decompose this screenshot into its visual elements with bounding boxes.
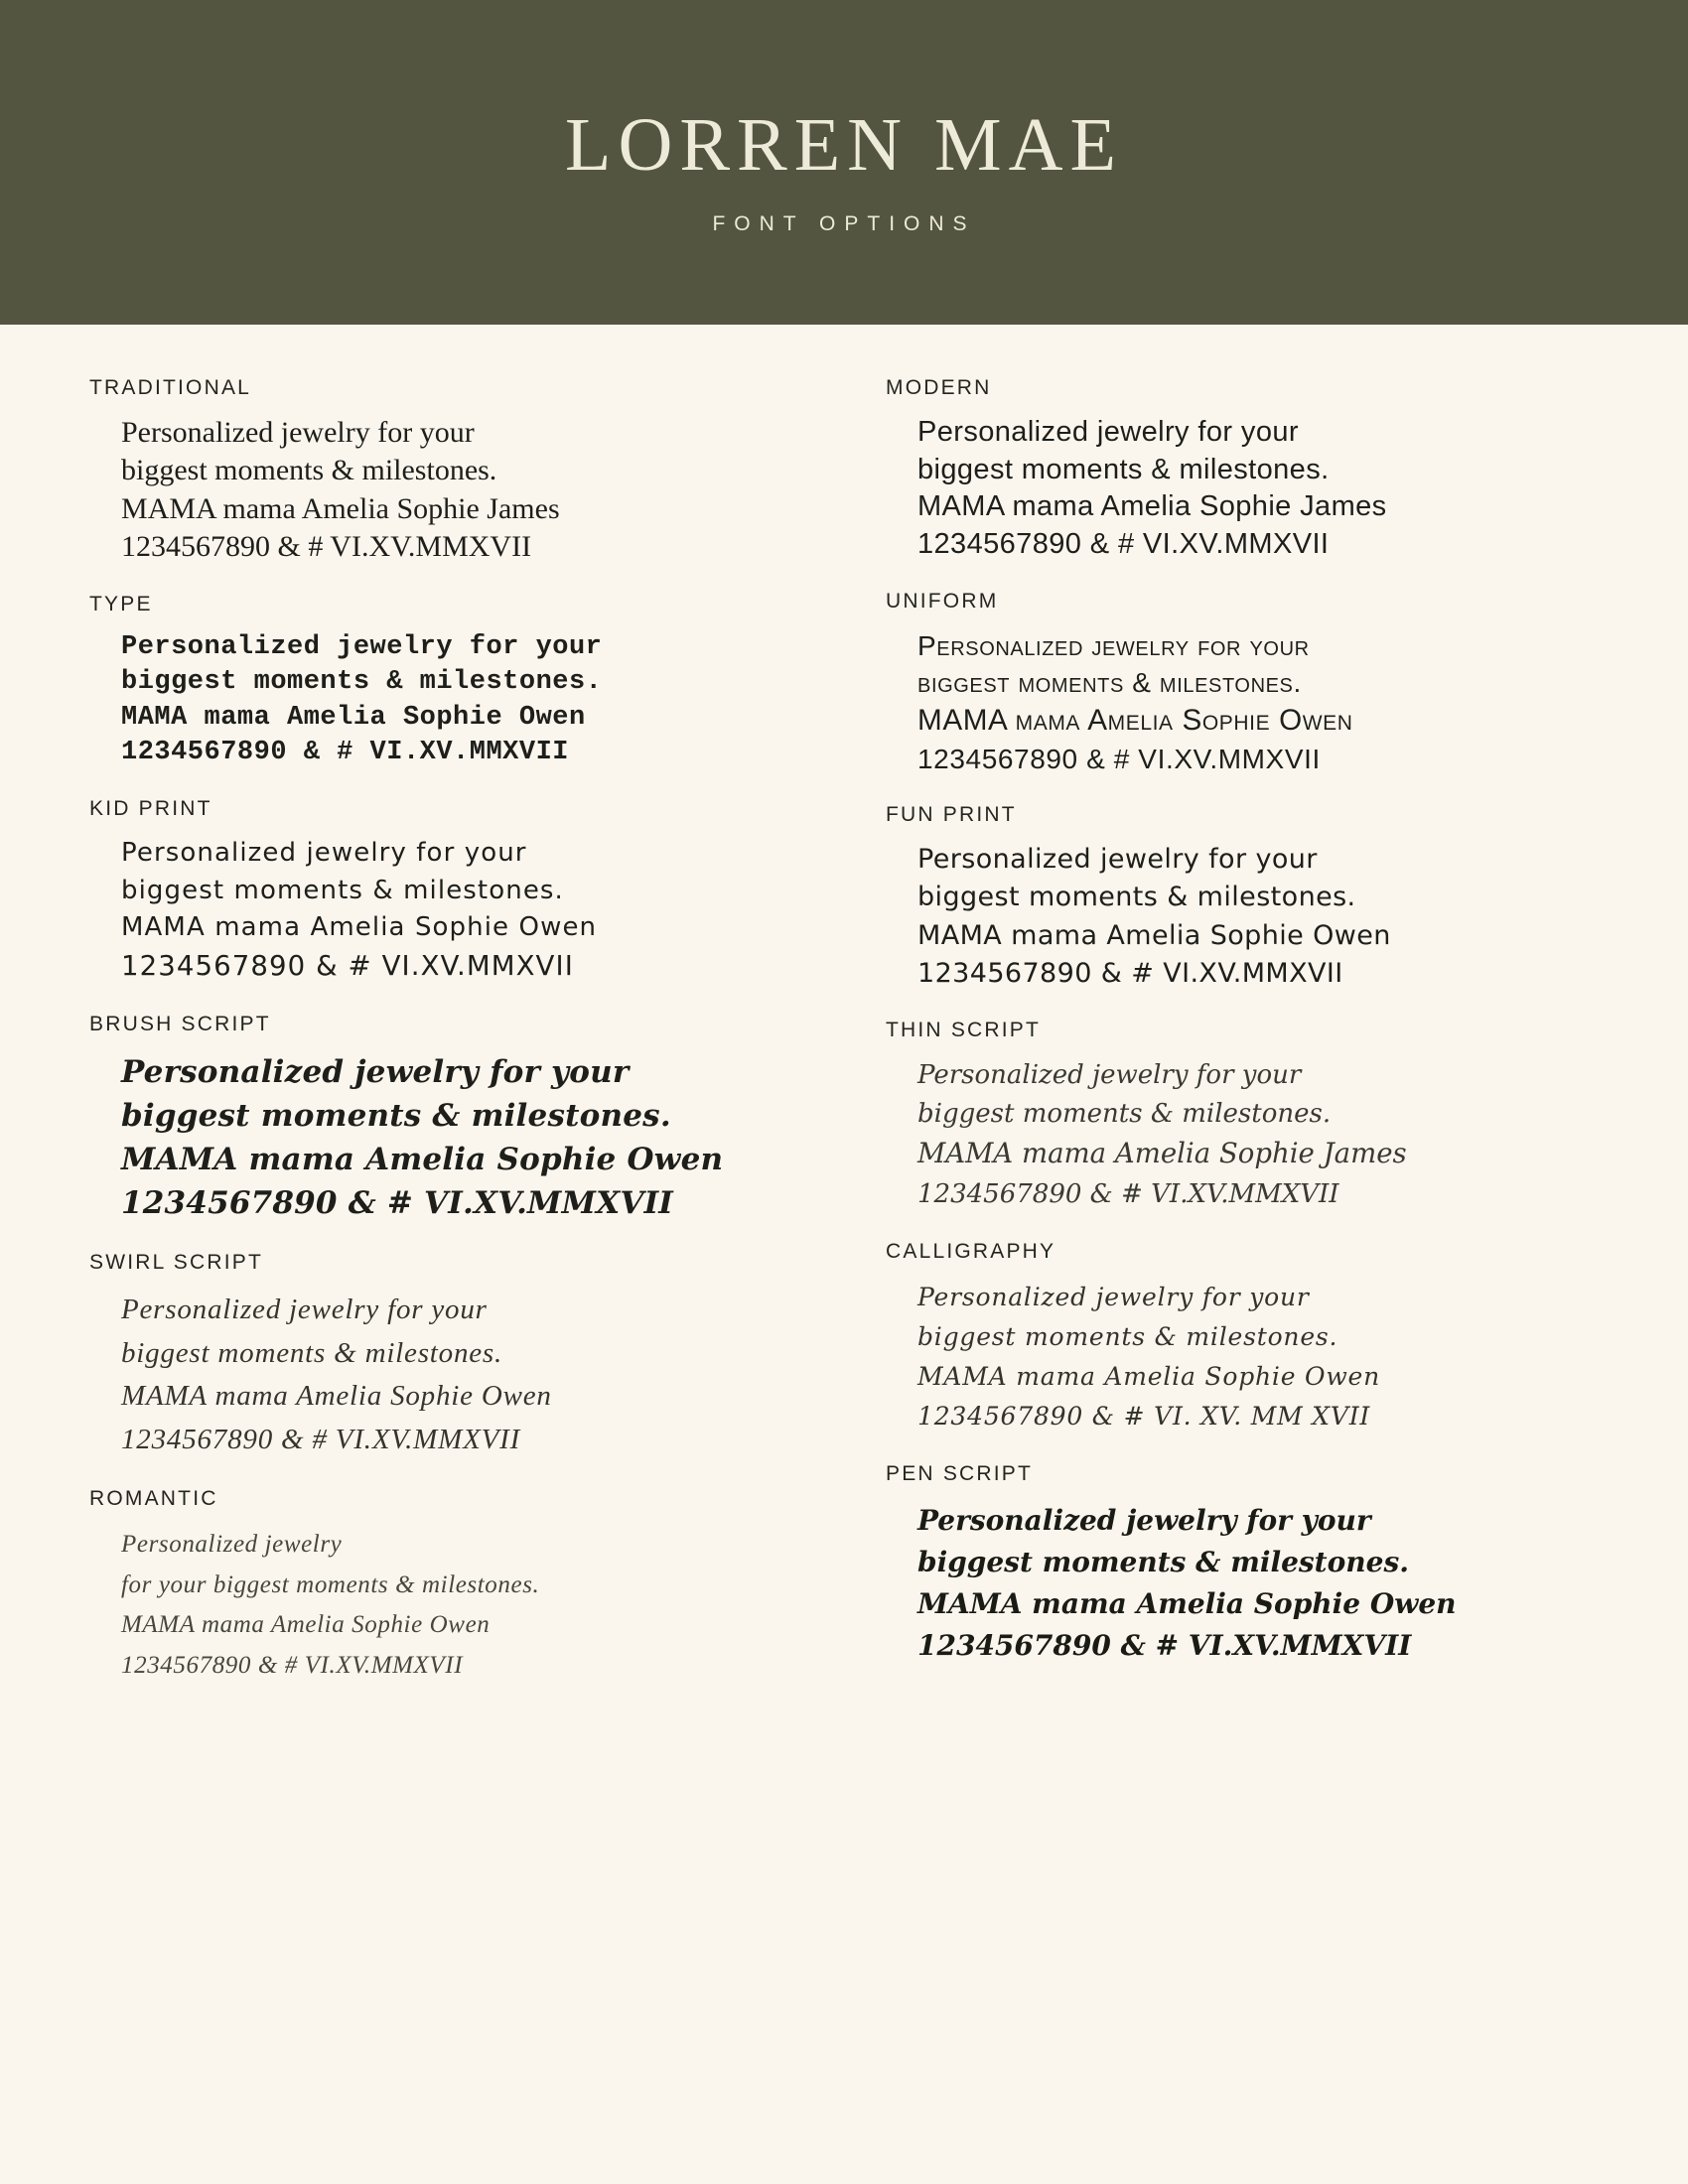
specimen-line: biggest moments & milestones. [917,882,1356,913]
specimen-line: 1234567890 & # VI. XV. MM XVII [917,1401,1371,1431]
specimen-line: for your biggest moments & milestones. [121,1570,540,1598]
specimen-line: 1234567890 & # VI.XV.MMXVII [917,1178,1339,1209]
sample-specimen [866,1278,1599,1436]
specimen-line: MAMA mama Amelia Sophie Owen [917,704,1353,738]
specimen-line: MAMA mama Amelia Sophie Owen [917,1361,1381,1391]
sample-label: UNIFORM [886,589,999,613]
sample-label: SWIRL SCRIPT [89,1251,263,1275]
specimen-line: 1234567890 & # VI.XV.MMXVII [121,530,532,564]
font-sample-calligraphy [866,1240,1599,1436]
sample-specimen [70,414,824,567]
sample-label: FUN PRINT [886,802,1017,826]
specimen-line: MAMA mama Amelia Sophie James [121,491,560,525]
specimen-line: biggest moments & milestones. [121,454,497,487]
specimen-line: biggest moments & milestones. [917,453,1330,485]
sample-specimen [866,1500,1599,1667]
specimen-line: Personalized jewelry for your [917,629,1310,661]
specimen-line: Personalized jewelry for your [121,631,603,662]
specimen-line: MAMA mama Amelia Sophie Owen [917,919,1391,951]
font-sample-thin-script [866,1019,1599,1213]
specimen-line: Personalized jewelry for your [917,416,1299,448]
specimen-line: 1234567890 & # VI.XV.MMXVII [917,1628,1412,1662]
specimen-line: MAMA mama Amelia Sophie Owen [121,702,586,733]
specimen-line: biggest moments & milestones. [917,1321,1338,1351]
samples-grid [0,325,1688,1711]
sample-label: ROMANTIC [89,1487,218,1511]
sample-label: BRUSH SCRIPT [89,1013,271,1036]
font-sample-type [70,593,824,772]
specimen-line: 1234567890 & # VI.XV.MMXVII [917,743,1321,774]
specimen-line: Personalized jewelry for your [917,1503,1371,1537]
specimen-line: 1234567890 & # VI.XV.MMXVII [121,950,574,983]
sample-label: TRADITIONAL [89,376,252,399]
specimen-line: 1234567890 & # VI.XV.MMXVII [121,1185,673,1222]
specimen-line: MAMA mama Amelia Sophie Owen [121,1380,552,1413]
font-sample-traditional [70,376,824,567]
samples-column-left [70,376,844,1711]
specimen-line: Personalized jewelry for your [121,416,475,449]
page-header [0,0,1688,325]
sample-specimen [70,1050,824,1225]
specimen-line: 1234567890 & # VI.XV.MMXVII [121,738,569,768]
font-sample-fun-print [866,803,1599,993]
sample-label: KID PRINT [89,797,212,821]
sample-label: THIN SCRIPT [886,1019,1042,1042]
sample-specimen [866,414,1599,564]
specimen-line: MAMA mama Amelia Sophie James [917,1138,1407,1170]
specimen-line: biggest moments & milestones. [917,666,1302,698]
specimen-line: Personalized jewelry for your [121,838,527,869]
sample-specimen [70,835,824,987]
font-sample-kid-print [70,797,824,987]
specimen-line: 1234567890 & # VI.XV.MMXVII [121,1423,521,1455]
font-sample-modern [866,376,1599,564]
sample-label: PEN SCRIPT [886,1461,1034,1485]
specimen-line: biggest moments & milestones. [121,875,564,905]
font-sample-swirl-script [70,1251,824,1461]
specimen-line: MAMA mama Amelia Sophie Owen [121,1142,724,1178]
font-sample-romantic [70,1487,824,1686]
specimen-line: Personalized jewelry for your [121,1054,630,1091]
specimen-line: MAMA mama Amelia Sophie Owen [121,1611,491,1639]
font-sample-uniform [866,590,1599,777]
sample-label: TYPE [89,592,153,615]
specimen-line: biggest moments & milestones. [917,1545,1409,1578]
sample-specimen [866,841,1599,993]
specimen-line: 1234567890 & # VI.XV.MMXVII [121,1651,464,1679]
sample-specimen [70,1525,824,1686]
specimen-line: Personalized jewelry [121,1531,343,1559]
specimen-line: MAMA mama Amelia Sophie James [917,490,1387,523]
specimen-line: biggest moments & milestones. [121,667,603,698]
sample-label: MODERN [886,376,992,399]
page-subtitle: FONT OPTIONS [712,211,976,235]
brand-title: LORREN MAE [565,102,1123,187]
specimen-line: biggest moments & milestones. [121,1336,503,1369]
specimen-line: biggest moments & milestones. [121,1098,671,1135]
specimen-line: MAMA mama Amelia Sophie Owen [121,912,598,943]
sample-specimen [866,1056,1599,1213]
sample-specimen [70,1289,824,1461]
sample-specimen [70,630,824,772]
samples-column-right [844,376,1618,1711]
specimen-line: Personalized jewelry for your [917,1060,1302,1091]
font-sample-brush-script [70,1013,824,1225]
specimen-line: biggest moments & milestones. [917,1099,1332,1130]
font-sample-pen-script [866,1462,1599,1667]
specimen-line: Personalized jewelry for your [917,1282,1310,1311]
sample-label: CALLIGRAPHY [886,1239,1056,1263]
specimen-line: 1234567890 & # VI.XV.MMXVII [917,957,1343,989]
sample-specimen [866,627,1599,777]
specimen-line: MAMA mama Amelia Sophie Owen [917,1586,1457,1620]
specimen-line: 1234567890 & # VI.XV.MMXVII [917,528,1330,561]
specimen-line: Personalized jewelry for your [121,1294,488,1326]
specimen-line: Personalized jewelry for your [917,843,1318,875]
